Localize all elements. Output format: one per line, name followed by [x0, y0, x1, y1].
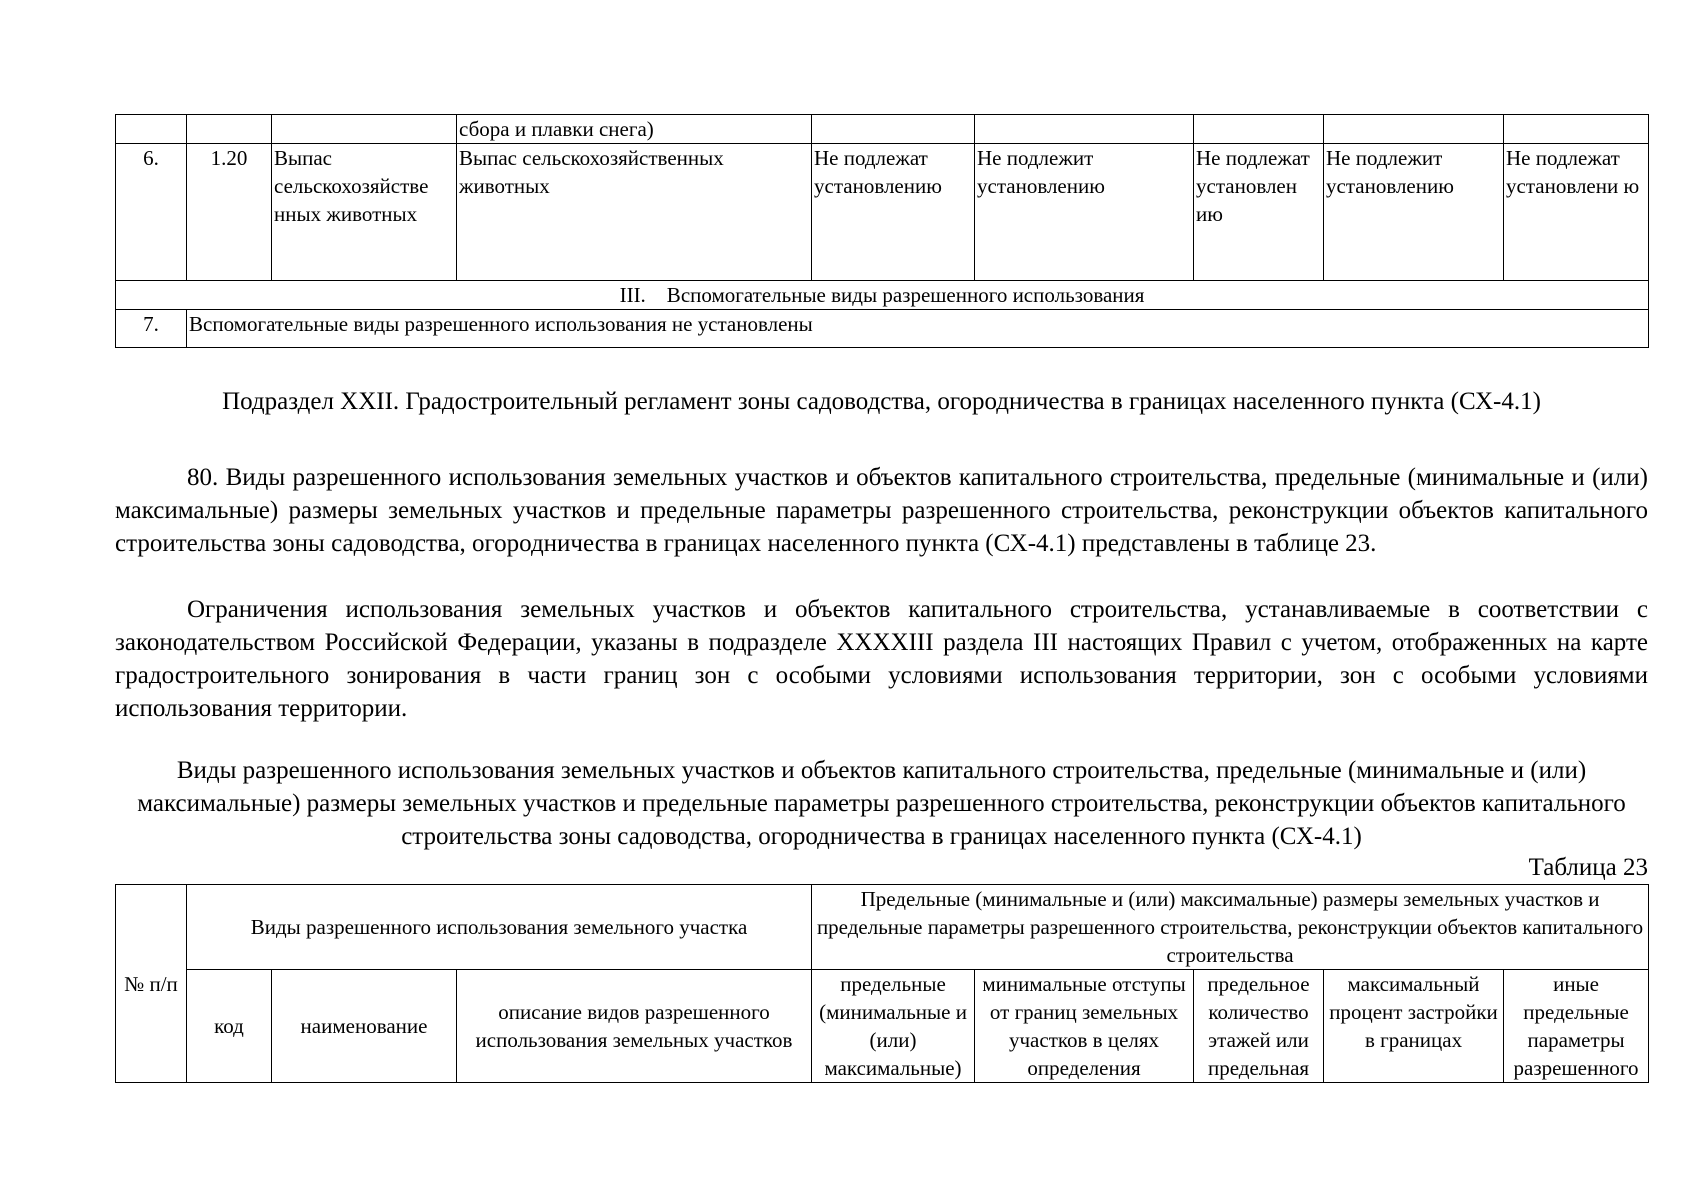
row-text: Вспомогательные виды разрешенного использования не установлены [187, 310, 1649, 348]
table-cell [1324, 115, 1504, 144]
header-name: наименование [272, 970, 457, 1083]
header-coverage: максимальный процент застройки в границах [1324, 970, 1504, 1083]
header-code: код [187, 970, 272, 1083]
plot-size-limits: Не подлежат установлению [812, 144, 975, 281]
table-cell [187, 115, 272, 144]
use-code: 1.20 [187, 144, 272, 281]
header-floors: предельное количество этажей или предельная [1194, 970, 1324, 1083]
paragraph-80: 80. Виды разрешенного использования земельных участков и объектов капитального строительства, предельные (минимальные и (или) максимальные) размеры земельных участков и предельные параметры разрешенного строительства, реконструкции объектов капитального строительства зоны садоводства, огородничества в границах населенного пункта (СХ-4.1) представлены в таблице 23. [115, 464, 1648, 557]
table-header-row [116, 885, 1649, 970]
table-section-row [116, 281, 1649, 310]
paragraph-restrictions: Ограничения использования земельных участков и объектов капитального строительства, устанавливаемые в соответствии с законодательством Российской Федерации, указаны в подразделе XXXXIII раздела III настоящих Правил с учетом, отображенных на карте градостроительного зонирования в части границ зон с особыми условиями использования территории, зон с особыми условиями использования территории. [115, 596, 1648, 722]
table-cell [272, 115, 457, 144]
header-setbacks: минимальные отступы от границ земельных участков в целях определения [975, 970, 1194, 1083]
table-row [116, 144, 1649, 281]
header-number: № п/п [116, 885, 187, 1083]
header-description: описание видов разрешенного использования земельных участков [457, 970, 812, 1083]
coverage-limits: Не подлежит установлению [1324, 144, 1504, 281]
table-cell [116, 115, 187, 144]
table-row [116, 115, 1649, 144]
table-cell [1194, 115, 1324, 144]
row-number: 6. [116, 144, 187, 281]
header-other: иные предельные параметры разрешенного [1504, 970, 1649, 1083]
floor-limits: Не подлежат установлен ию [1194, 144, 1324, 281]
use-name: Выпас сельскохозяйстве нных животных [272, 144, 457, 281]
table-cell: сбора и плавки снега) [457, 115, 812, 144]
section-heading: III. Вспомогательные виды разрешенного использования [116, 281, 1649, 310]
table-title: Виды разрешенного использования земельных участков и объектов капитального строительства, предельные (минимальные и (или) максимальные) размеры земельных участков и предельные параметры разрешенного строительства, реконструкции объектов капитального строительства зоны садоводства, огородничества в границах населенного пункта (СХ-4.1) [137, 757, 1626, 850]
table-number: Таблица 23 [1528, 854, 1648, 881]
table-cell [812, 115, 975, 144]
table-header-row [116, 970, 1649, 1083]
table-cell [975, 115, 1194, 144]
header-limits-group: Предельные (минимальные и (или) максимальные) размеры земельных участков и предельные параметры разрешенного строительства, реконструкции объектов капитального строительства [812, 885, 1649, 970]
regulation-table-continued [115, 114, 1649, 348]
header-uses-group: Виды разрешенного использования земельного участка [187, 885, 812, 970]
subsection-heading: Подраздел XXII. Градостроительный регламент зоны садоводства, огородничества в границах населенного пункта (СХ-4.1) [222, 388, 1541, 415]
table-row [116, 310, 1649, 348]
use-description: Выпас сельскохозяйственных животных [457, 144, 812, 281]
table-23 [115, 884, 1649, 1083]
row-number: 7. [116, 310, 187, 348]
other-limits: Не подлежат установлени ю [1504, 144, 1649, 281]
setback-limits: Не подлежит установлению [975, 144, 1194, 281]
header-plot-sizes: предельные (минимальные и (или) максимальные) [812, 970, 975, 1083]
table-cell [1504, 115, 1649, 144]
